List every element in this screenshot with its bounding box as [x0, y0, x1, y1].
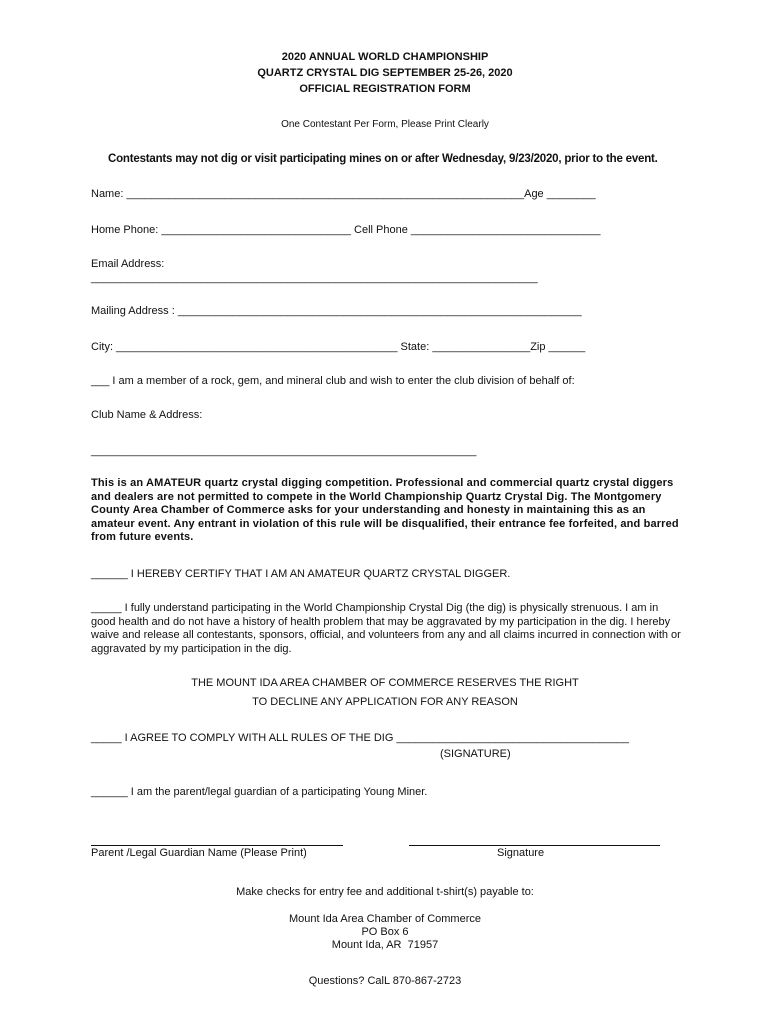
form-title-line-3: OFFICIAL REGISTRATION FORM	[299, 83, 471, 95]
phone-fields[interactable]: Home Phone: _______________________________ Cell Phone _______________________________	[91, 224, 601, 236]
payment-intro: Make checks for entry fee and additional t-shirt(s) payable to:	[236, 886, 534, 898]
form-title-line-1: 2020 ANNUAL WORLD CHAMPIONSHIP	[281, 51, 489, 63]
reserve-line-2: TO DECLINE ANY APPLICATION FOR ANY REASON	[252, 696, 518, 708]
club-label: Club Name & Address:	[91, 409, 203, 421]
signature-label: Signature	[497, 847, 545, 859]
club-address-field[interactable]: _______________________________________________________________	[91, 445, 477, 457]
mailing-address-field[interactable]: Mailing Address : __________________________________________________________________	[91, 305, 582, 317]
amateur-notice: This is an AMATEUR quartz crystal digging competition. Professional and commercial quartz crystal diggers and dealers are not permitted to compete in the World Championship Quartz Crystal Dig. The Montgomery County Area Chamber of Commerce asks for your understanding and honesty in maintaining this as an amateur event. Any entrant in violation of this rule will be disqualified, their entrance fee forfeited, and barred from future events.	[91, 477, 679, 544]
guardian-name-label: Parent /Legal Guardian Name (Please Print)	[91, 847, 307, 859]
guardian-signature-line[interactable]	[409, 845, 660, 846]
signature-caption: (SIGNATURE)	[440, 748, 511, 760]
email-field[interactable]: _________________________________________________________________________	[91, 272, 538, 284]
city-state-zip-field[interactable]: City: ______________________________________________ State: ________________Zip ______	[91, 341, 586, 353]
reserve-line-1: THE MOUNT IDA AREA CHAMBER OF COMMERCE RESERVES THE RIGHT	[191, 677, 579, 689]
payee-po-box: PO Box 6	[361, 926, 409, 938]
club-member-checkbox[interactable]: ___ I am a member of a rock, gem, and mineral club and wish to enter the club division of behalf of:	[91, 375, 575, 387]
certify-line[interactable]: ______ I HEREBY CERTIFY THAT I AM AN AMATEUR QUARTZ CRYSTAL DIGGER.	[91, 568, 511, 580]
name-age-field[interactable]: Name: _________________________________________________________________Age ________	[91, 188, 596, 200]
instruction-text: One Contestant Per Form, Please Print Clearly	[281, 119, 489, 130]
warning-text: Contestants may not dig or visit participating mines on or after Wednesday, 9/23/2020, prior to the event.	[108, 153, 658, 165]
payee-name: Mount Ida Area Chamber of Commerce	[289, 913, 481, 925]
guardian-name-line[interactable]	[91, 845, 343, 846]
payee-city: Mount Ida, AR 71957	[331, 939, 439, 951]
email-label: Email Address:	[91, 258, 165, 270]
questions-phone: Questions? CalL 870-867-2723	[308, 975, 462, 987]
waiver-text[interactable]: _____ I fully understand participating in the World Championship Crystal Dig (the dig) is physically strenuous. I am in good health and do not have a history of health problem that may be aggravated by my participation in the dig. I hereby waive and release all contestants, sponsors, official, and volunteers from any and all claims incurred in connection with or aggravated by my participation in the dig.	[91, 602, 681, 655]
form-title-line-2: QUARTZ CRYSTAL DIG SEPTEMBER 25-26, 2020	[257, 67, 513, 79]
guardian-checkbox[interactable]: ______ I am the parent/legal guardian of a participating Young Miner.	[91, 786, 428, 798]
agree-signature-line[interactable]: _____ I AGREE TO COMPLY WITH ALL RULES OF THE DIG ______________________________________	[91, 732, 629, 744]
